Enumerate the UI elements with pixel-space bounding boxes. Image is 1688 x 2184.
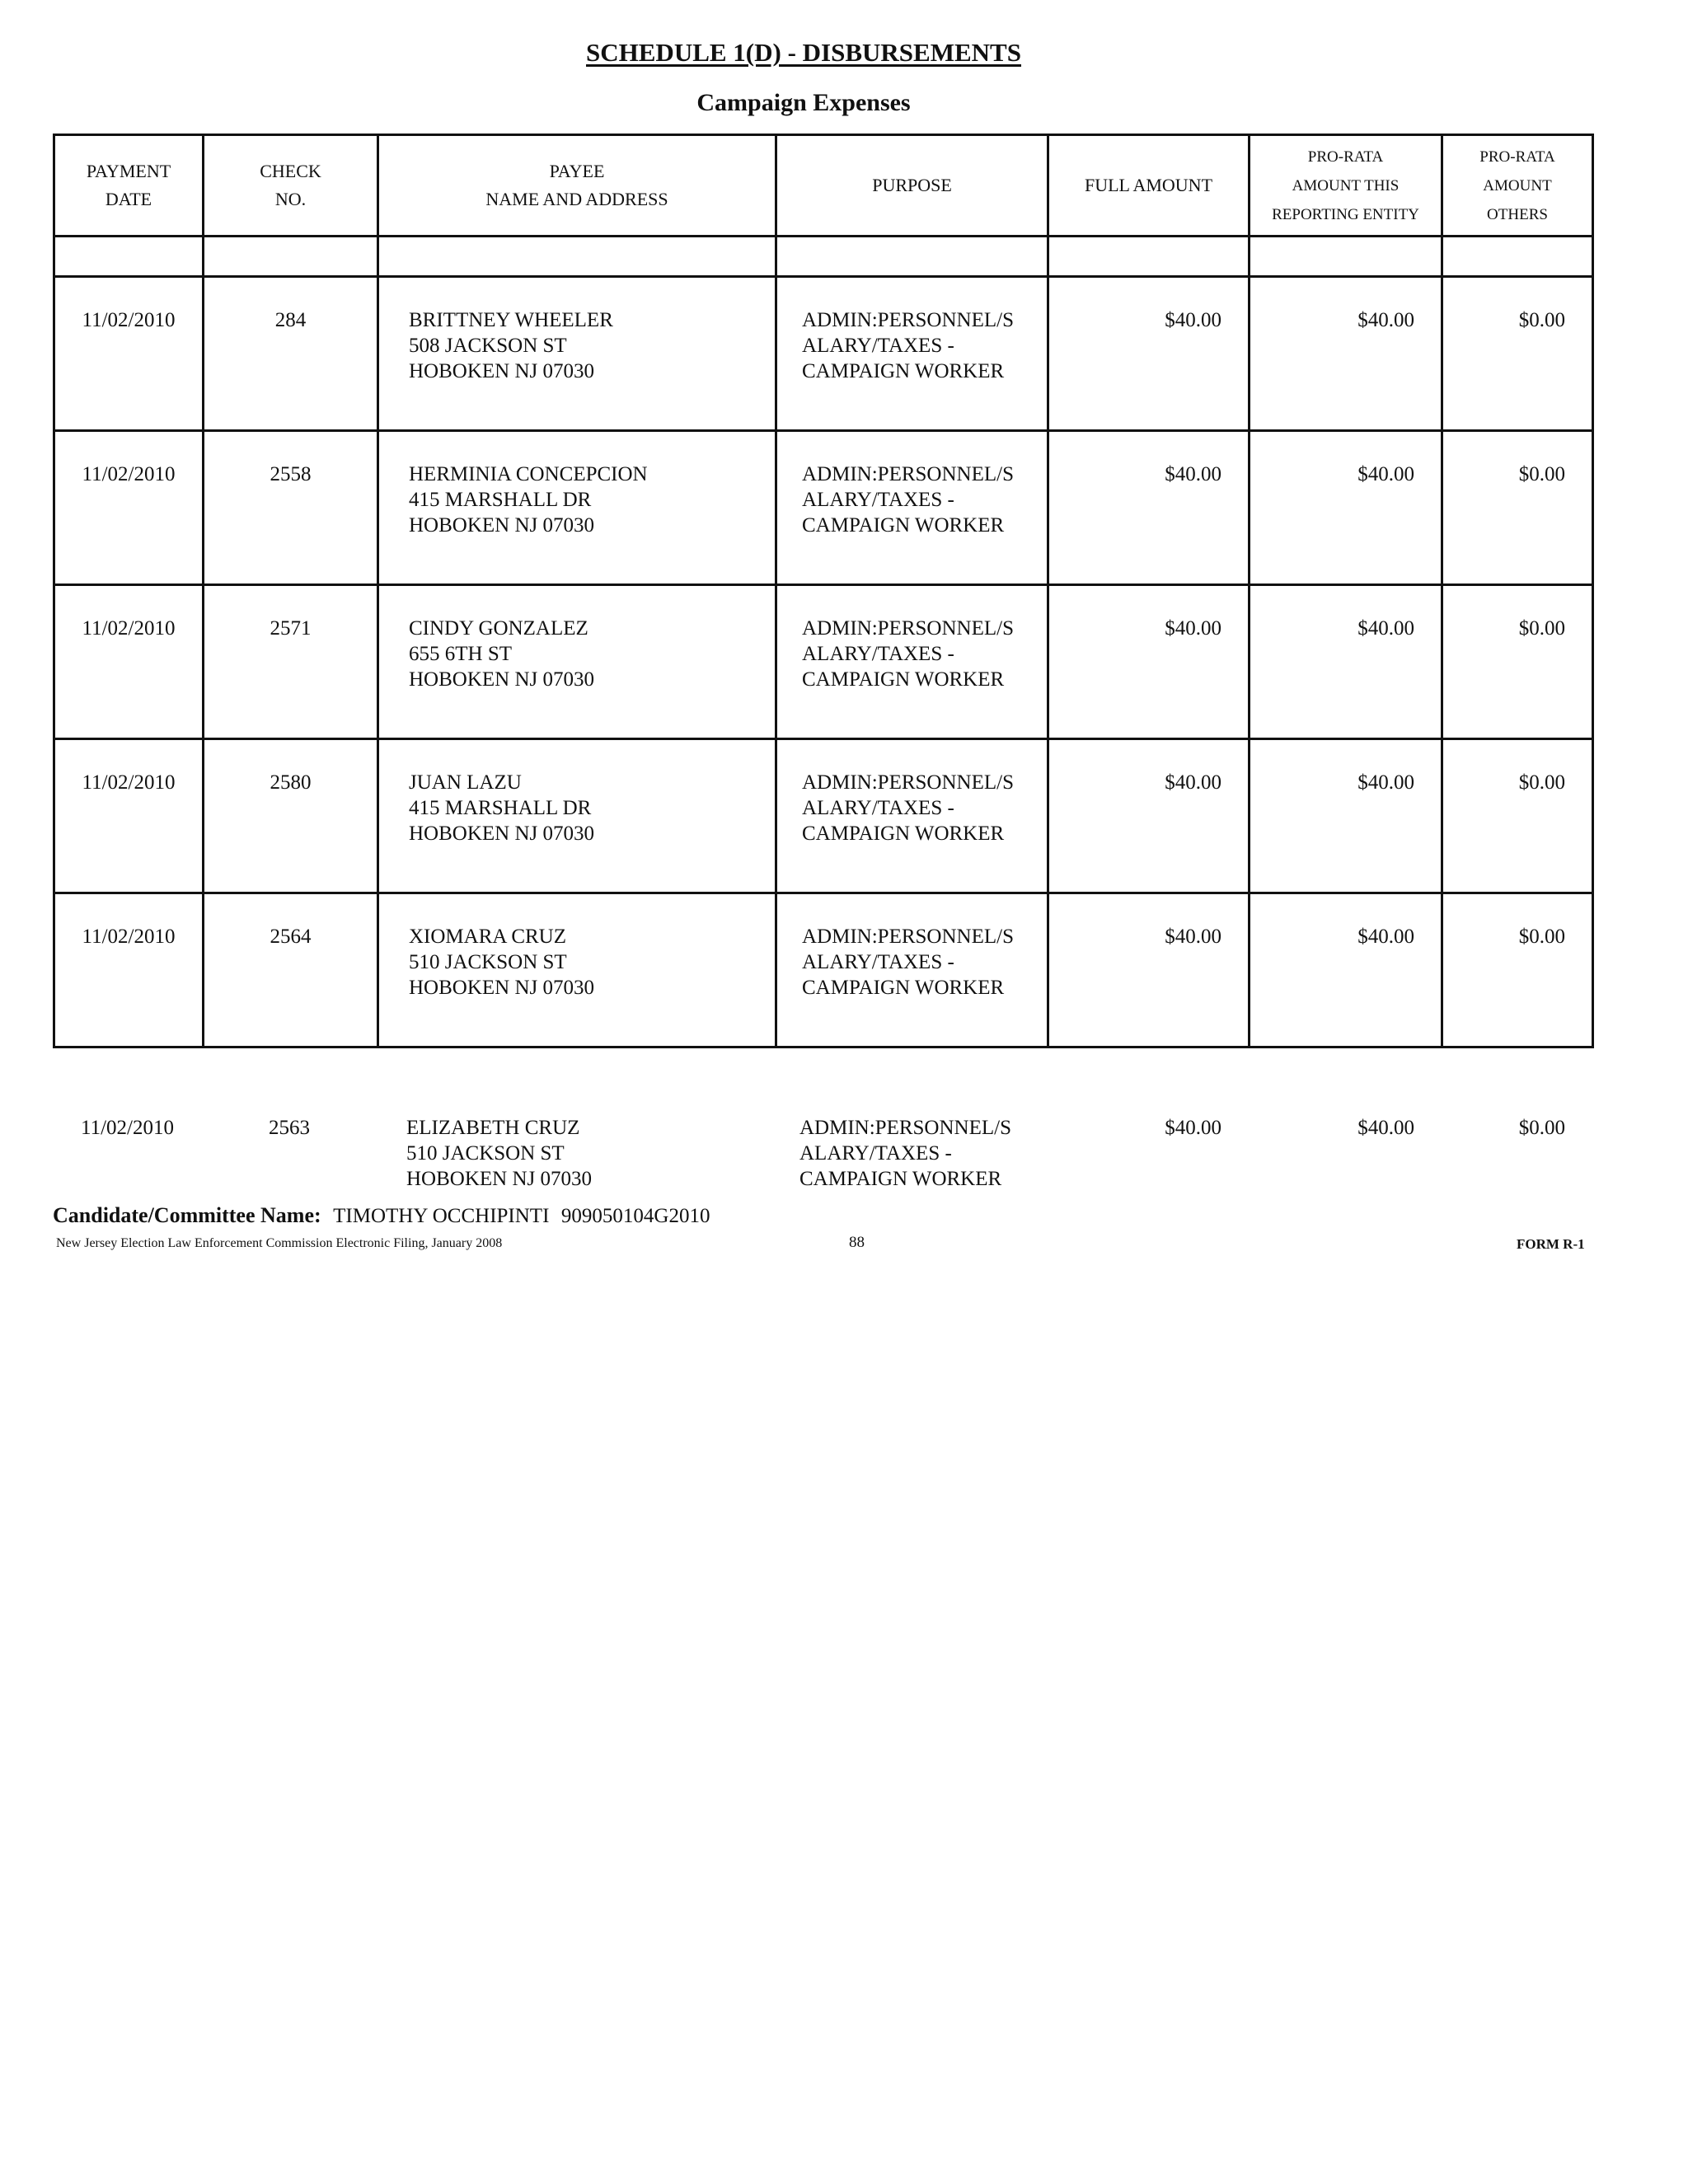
full-amount: $40.00 [1048, 277, 1250, 431]
prorata-entity-amount: $40.00 [1250, 585, 1442, 739]
purpose-cell: ADMIN:PERSONNEL/S ALARY/TAXES - CAMPAIGN WORKER [776, 739, 1048, 893]
full-amount: $40.00 [1048, 431, 1250, 585]
payee-name: JUAN LAZU [409, 771, 522, 794]
full-amount: $40.00 [1048, 585, 1250, 739]
payee-street: 415 MARSHALL DR [409, 489, 592, 511]
payee-city: HOBOKEN NJ 07030 [409, 514, 594, 537]
purpose-cell: ADMIN:PERSONNEL/S ALARY/TAXES - CAMPAIGN WORKER [776, 277, 1048, 431]
footer-commission-text: New Jersey Election Law Enforcement Commission Electronic Filing, January 2008 [56, 1236, 503, 1250]
header-prorata-entity: PRO-RATA AMOUNT THIS REPORTING ENTITY [1250, 135, 1442, 237]
prorata-others-amount: $0.00 [1442, 739, 1593, 893]
payee-street: 655 6TH ST [409, 643, 512, 665]
header-purpose: PURPOSE [776, 135, 1048, 237]
payee-cell [378, 739, 776, 893]
blank-row [54, 237, 1593, 277]
payment-date: 11/02/2010 [54, 739, 204, 893]
disbursements-table [53, 134, 1594, 1048]
payee-cell [378, 431, 776, 585]
header-check-no: CHECK NO. [204, 135, 378, 237]
table-row [54, 585, 1593, 739]
purpose-cell: ADMIN:PERSONNEL/S ALARY/TAXES - CAMPAIGN WORKER [799, 1117, 1011, 1190]
committee-name-line [53, 1203, 710, 1228]
payee-name: HERMINIA CONCEPCION [409, 463, 648, 485]
payee-name: CINDY GONZALEZ [409, 617, 588, 640]
check-number: 2563 [269, 1117, 310, 1139]
purpose-cell: ADMIN:PERSONNEL/S ALARY/TAXES - CAMPAIGN WORKER [776, 585, 1048, 739]
table-row [54, 739, 1593, 893]
header-row [54, 135, 1593, 237]
purpose-cell: ADMIN:PERSONNEL/S ALARY/TAXES - CAMPAIGN WORKER [776, 431, 1048, 585]
payee-city: HOBOKEN NJ 07030 [406, 1168, 592, 1190]
committee-label: Candidate/Committee Name: [53, 1203, 321, 1227]
payment-date: 11/02/2010 [81, 1117, 174, 1139]
payee-street: 510 JACKSON ST [409, 951, 567, 973]
payee-name: XIOMARA CRUZ [409, 926, 566, 948]
payee-city: HOBOKEN NJ 07030 [409, 668, 594, 691]
payee-street: 508 JACKSON ST [409, 335, 567, 357]
prorata-others-amount: $0.00 [1442, 893, 1593, 1047]
header-payment-date: PAYMENT DATE [54, 135, 204, 237]
purpose-cell: ADMIN:PERSONNEL/S ALARY/TAXES - CAMPAIGN WORKER [776, 893, 1048, 1047]
payee-city: HOBOKEN NJ 07030 [409, 360, 594, 382]
payee-cell [378, 585, 776, 739]
full-amount: $40.00 [1165, 1117, 1221, 1139]
prorata-entity-amount: $40.00 [1250, 431, 1442, 585]
payment-date: 11/02/2010 [54, 277, 204, 431]
payment-date: 11/02/2010 [54, 585, 204, 739]
check-number: 2558 [204, 431, 378, 585]
prorata-others-amount: $0.00 [1518, 1117, 1565, 1139]
prorata-entity-amount: $40.00 [1250, 277, 1442, 431]
header-full-amount: FULL AMOUNT [1048, 135, 1250, 237]
committee-name: TIMOTHY OCCHIPINTI [333, 1205, 550, 1227]
full-amount: $40.00 [1048, 739, 1250, 893]
prorata-entity-amount: $40.00 [1250, 739, 1442, 893]
prorata-entity-amount: $40.00 [1250, 893, 1442, 1047]
prorata-others-amount: $0.00 [1442, 431, 1593, 585]
form-id: FORM R-1 [1517, 1236, 1585, 1252]
payee-cell [406, 1115, 592, 1192]
schedule-subtitle: Campaign Expenses [696, 89, 911, 116]
header-payee: PAYEE NAME AND ADDRESS [378, 135, 776, 237]
header-prorata-others: PRO-RATA AMOUNT OTHERS [1442, 135, 1593, 237]
check-number: 2571 [204, 585, 378, 739]
payee-cell [378, 893, 776, 1047]
payee-name: ELIZABETH CRUZ [406, 1117, 580, 1139]
page-number: 88 [849, 1234, 865, 1251]
check-number: 2580 [204, 739, 378, 893]
check-number: 284 [204, 277, 378, 431]
prorata-entity-amount: $40.00 [1357, 1117, 1414, 1139]
committee-id: 909050104G2010 [560, 1205, 710, 1227]
table-row [54, 431, 1593, 585]
payee-city: HOBOKEN NJ 07030 [409, 823, 594, 845]
payee-street: 415 MARSHALL DR [409, 797, 592, 819]
table-row [54, 893, 1593, 1047]
payee-name: BRITTNEY WHEELER [409, 309, 613, 331]
payee-street: 510 JACKSON ST [406, 1142, 565, 1165]
schedule-title: SCHEDULE 1(D) - DISBURSEMENTS [586, 38, 1021, 67]
table-row [54, 277, 1593, 431]
payment-date: 11/02/2010 [54, 893, 204, 1047]
prorata-others-amount: $0.00 [1442, 585, 1593, 739]
prorata-others-amount: $0.00 [1442, 277, 1593, 431]
payee-cell [378, 277, 776, 431]
payment-date: 11/02/2010 [54, 431, 204, 585]
payee-city: HOBOKEN NJ 07030 [409, 977, 594, 999]
check-number: 2564 [204, 893, 378, 1047]
full-amount: $40.00 [1048, 893, 1250, 1047]
